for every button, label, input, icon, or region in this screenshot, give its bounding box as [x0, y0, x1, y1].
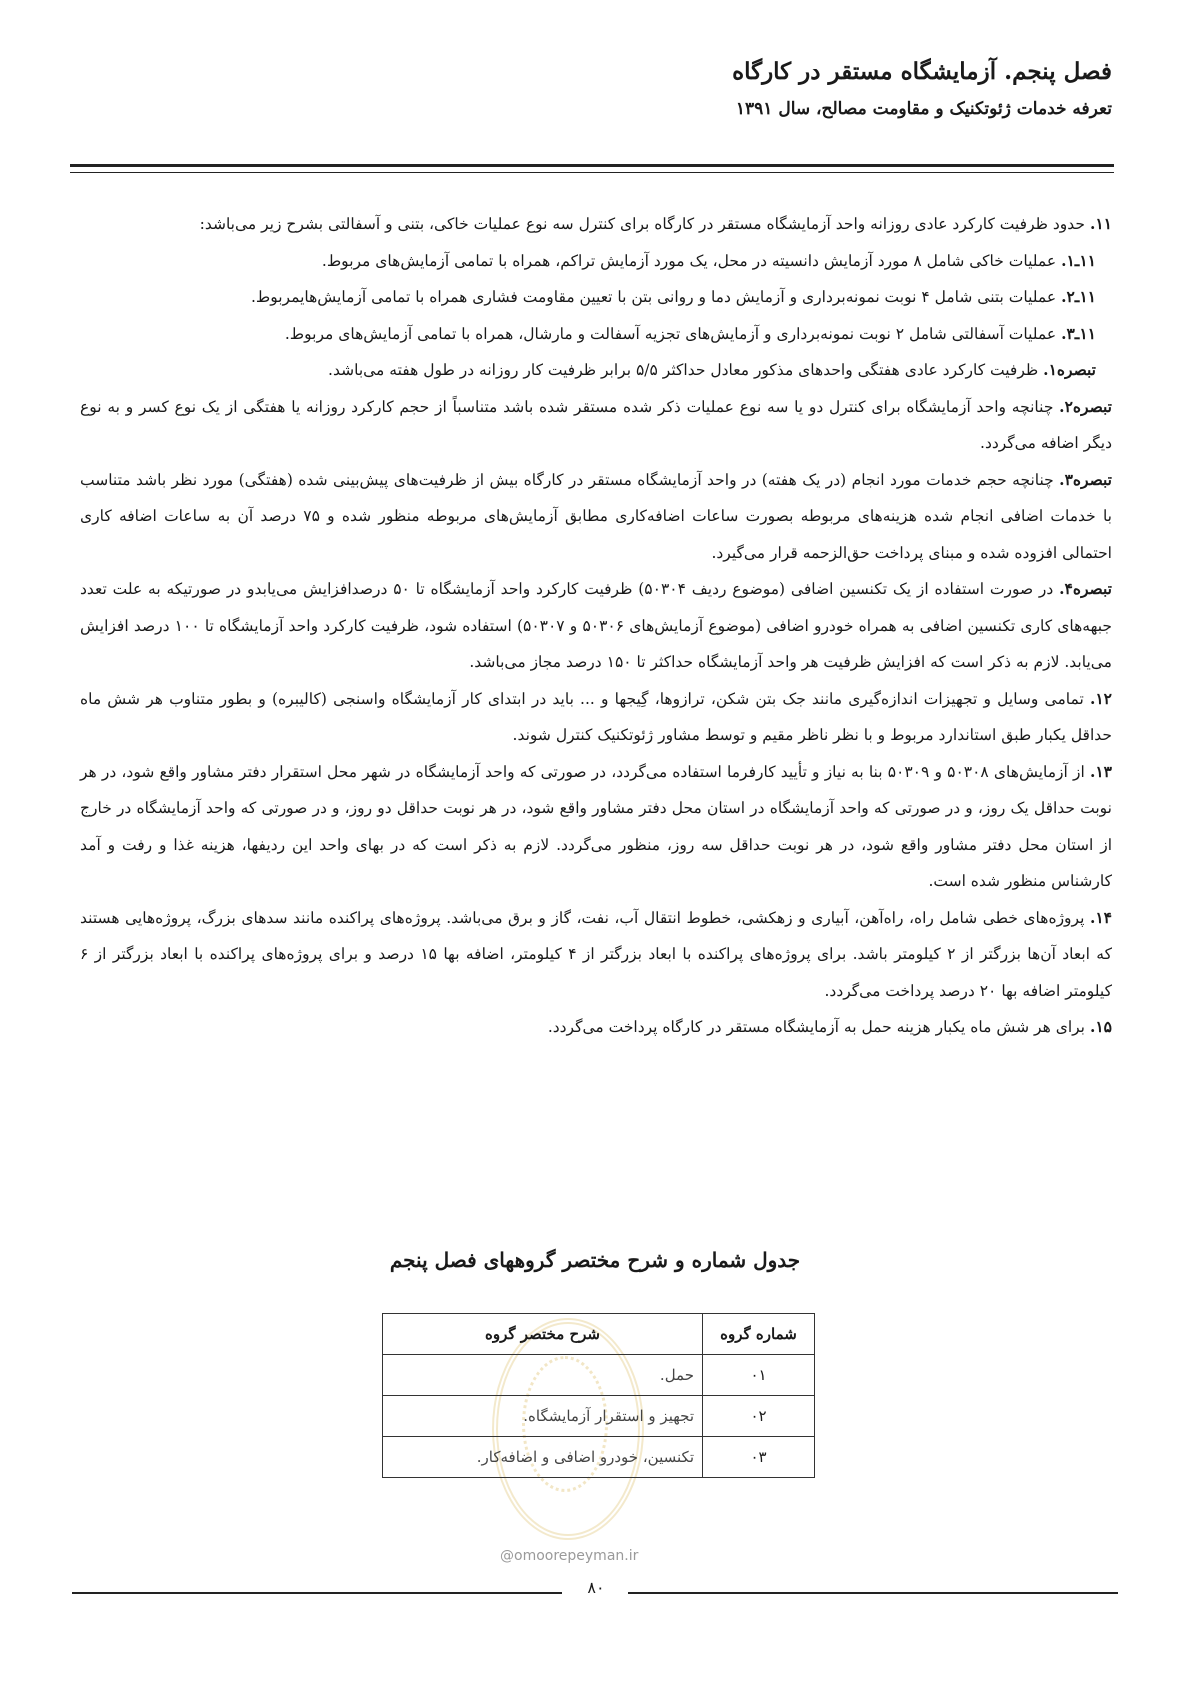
column-header-code: شماره گروه: [703, 1314, 815, 1355]
page-number: ۸۰: [587, 1578, 605, 1597]
paragraph-15: [80, 1009, 1112, 1046]
note-label: تبصره۴.: [1059, 579, 1112, 598]
body-text: [80, 206, 1112, 1046]
table-row: [383, 1355, 815, 1396]
group-description: تجهیز و استقرار آزمایشگاه.: [383, 1396, 703, 1437]
paragraph-11-1: [80, 243, 1112, 280]
item-number: ۱۴.: [1089, 907, 1112, 927]
note-label: تبصره۲.: [1059, 396, 1112, 416]
item-number: ۱۲.: [1089, 688, 1112, 708]
item-number: ۱۱ـ۳.: [1061, 323, 1096, 343]
item-number: ۱۱ـ۲.: [1061, 287, 1096, 306]
chapter-title: فصل پنجم. آزمایشگاه مستقر در کارگاه: [732, 58, 1112, 85]
note-label: تبصره۳.: [1059, 469, 1112, 489]
column-header-description: شرح مختصر گروه: [383, 1314, 703, 1355]
note-2: [80, 389, 1112, 462]
group-code: ۰۲: [703, 1396, 815, 1437]
group-code: ۰۳: [703, 1437, 815, 1478]
footer-rule-left: [72, 1592, 562, 1594]
item-text: عملیات آسفالتی شامل ۲ نوبت نمونه‌برداری و آزمایش‌های تجزیه آسفالت و مارشال، همراه با تمامی آزمایش‌های مربوط.: [284, 324, 1062, 343]
table-header-row: [383, 1314, 815, 1355]
table-title: جدول شماره و شرح مختصر گروههای فصل پنجم: [389, 1248, 801, 1272]
note-1: [80, 352, 1112, 389]
table-row: [383, 1396, 815, 1437]
paragraph-12: [80, 681, 1112, 754]
header-divider-thick: [70, 164, 1114, 167]
paragraph-11-3: [80, 316, 1112, 353]
note-4: [80, 571, 1112, 681]
table-row: [383, 1437, 815, 1478]
item-text: حدود ظرفیت کارکرد عادی روزانه واحد آزمایشگاه مستقر در کارگاه برای کنترل سه نوع عملیات خاکی، بتنی و آسفالتی بشرح زیر می‌باشد:: [199, 215, 1090, 233]
note-text: چنانچه واحد آزمایشگاه برای کنترل دو یا سه نوع عملیات ذکر شده مستقر شده باشد متناسباً از حجم کارکرد روزانه یا هفتگی از یک نوع کسر و به نوع دیگر اضافه می‌گردد.: [80, 397, 1112, 452]
groups-table: [382, 1313, 815, 1478]
paragraph-13: [80, 754, 1112, 900]
item-number: ۱۵.: [1089, 1017, 1112, 1036]
footer-rule-right: [628, 1592, 1118, 1594]
website-watermark: @omoorepeyman.ir: [500, 1548, 639, 1564]
group-code: ۰۱: [703, 1355, 815, 1396]
note-label: تبصره۱.: [1043, 360, 1096, 379]
item-text: عملیات خاکی شامل ۸ مورد آزمایش دانسیته در محل، یک مورد آزمایش تراکم، همراه با تمامی آزمایش‌های مربوط.: [321, 251, 1062, 270]
group-description: تکنسین، خودرو اضافی و اضافه‌کار.: [383, 1437, 703, 1478]
item-text: پروژه‌های خطی شامل راه، راه‌آهن، آبیاری و زهکشی، خطوط انتقال آب، نفت، گاز و برق می‌باشد. پروژه‌های پراکنده مانند سدهای بزرگ، پروژه‌هایی هستند که ابعاد آن‌ها بزرگتر از ۲ کیلومتر باشد. برای پروژه‌های پراکنده با ابعاد بزرگتر از ۴ کیلومتر، اضافه بها ۱۵ درصد و برای پروژه‌های پراکنده با ابعاد بزرگتر از ۶ کیلومتر اضافه بها ۲۰ درصد پرداخت می‌گردد.: [80, 908, 1112, 1000]
item-text: تمامی وسایل و تجهیزات اندازه‌گیری مانند جک بتن شکن، ترازوها، گِیجها و ... باید در ابتدای کار آزمایشگاه واسنجی (کالیبره) و بطور متناوب هر شش ماه حداقل یکبار طبق استاندارد مربوط و با نظر ناظر مقیم و توسط مشاور ژئوتکنیک کنترل شوند.: [80, 689, 1112, 744]
note-text: ظرفیت کارکرد عادی هفتگی واحدهای مذکور معادل حداکثر ۵/۵ برابر ظرفیت کار روزانه در طول هفته می‌باشد.: [328, 361, 1044, 379]
item-number: ۱۳.: [1089, 761, 1112, 781]
paragraph-11: [80, 206, 1112, 243]
note-3: [80, 462, 1112, 572]
item-number: ۱۱.: [1089, 214, 1112, 233]
item-text: برای هر شش ماه یکبار هزینه حمل به آزمایشگاه مستقر در کارگاه پرداخت می‌گردد.: [547, 1018, 1090, 1036]
document-subtitle: تعرفه خدمات ژئوتکنیک و مقاومت مصالح، سال ۱۳۹۱: [735, 99, 1112, 119]
note-text: چنانچه حجم خدمات مورد انجام (در یک هفته) در واحد آزمایشگاه مستقر در کارگاه بیش از ظرفیت‌های پیش‌بینی شده (هفتگی) مورد نظر باشد متناسب با خدمات اضافی انجام شده هزینه‌های مربوطه بصورت ساعات اضافه‌کاری مطابق آزمایش‌های مربوطه منظور شده و ۷۵ درصد آن به ساعات اضافه کاری احتمالی افزوده شده و مبنای پرداخت حق‌الزحمه قرار می‌گیرد.: [80, 470, 1112, 562]
header-divider-thin: [70, 172, 1114, 173]
paragraph-11-2: [80, 279, 1112, 316]
group-description: حمل.: [383, 1355, 703, 1396]
note-text: در صورت استفاده از یک تکنسین اضافی (موضوع ردیف ۵۰۳۰۴) ظرفیت کارکرد واحد آزمایشگاه تا ۵۰ درصدافزایش می‌یابدو در صورتیکه به علت تعدد جبهه‌های کاری تکنسین اضافی به همراه خودرو اضافی (موضوع آزمایش‌های ۵۰۳۰۶ و ۵۰۳۰۷) استفاده شود، ظرفیت کارکرد واحد آزمایشگاه تا ۱۰۰ درصد افزایش می‌یابد. لازم به ذکر است که افزایش ظرفیت هر واحد آزمایشگاه حداکثر تا ۱۵۰ درصد مجاز می‌باشد.: [80, 580, 1112, 671]
item-number: ۱۱ـ۱.: [1061, 250, 1096, 270]
item-text: عملیات بتنی شامل ۴ نوبت نمونه‌برداری و آزمایش دما و روانی بتن با تعیین مقاومت فشاری همراه با تمامی آزمایش‌هایمربوط.: [250, 288, 1062, 306]
page-header: [72, 58, 1112, 119]
item-text: از آزمایش‌های ۵۰۳۰۸ و ۵۰۳۰۹ بنا به نیاز و تأیید کارفرما استفاده می‌گردد، در صورتی که واحد آزمایشگاه در شهر محل استقرار دفتر مشاور واقع شود، در هر نوبت حداقل یک روز، و در صورتی که واحد آزمایشگاه در استان محل دفتر مشاور واقع شود، در هر نوبت حداقل دو روز، و در صورتی که واحد آزمایشگاه در خارج از استان محل دفتر مشاور واقع شود، در هر نوبت حداقل سه روز، منظور می‌گردد. لازم به ذکر است که در بهای واحد این ردیفها، هزینه غذا و رفت و آمد کارشناس منظور شده است.: [80, 762, 1112, 890]
paragraph-14: [80, 900, 1112, 1010]
